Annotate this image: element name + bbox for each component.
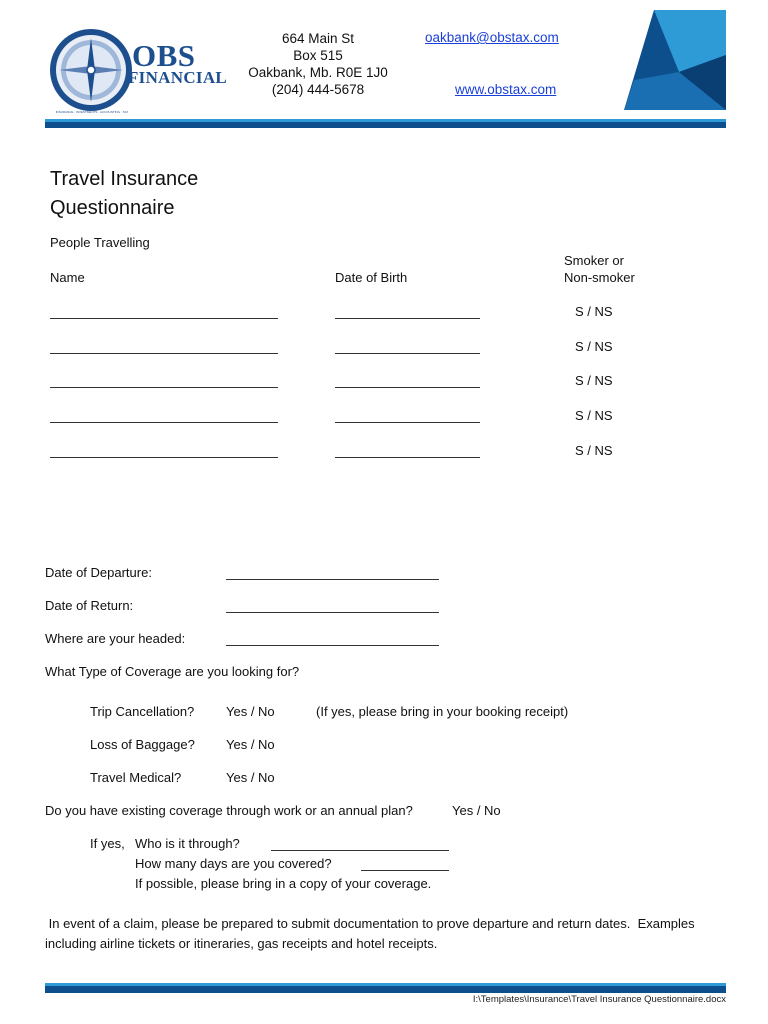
company-address	[248, 30, 388, 98]
compass-logo-icon	[48, 24, 138, 116]
logo-financial: FINANCIAL	[128, 68, 228, 87]
address-phone: (204) 444-5678	[271, 82, 365, 97]
dob-blank[interactable]	[335, 376, 480, 388]
name-blank[interactable]	[50, 307, 278, 319]
name-blank[interactable]	[50, 411, 278, 423]
bring-copy-note: If possible, please bring in a copy of your coverage.	[135, 876, 432, 891]
coverage-answer[interactable]: Yes / No	[226, 737, 275, 752]
coverage-provider-blank[interactable]	[271, 839, 449, 851]
address-line-1: 664 Main St	[281, 31, 355, 46]
address-line-2: Box 515	[293, 48, 343, 63]
header-divider	[45, 116, 726, 126]
coverage-label: Loss of Baggage?	[90, 737, 195, 752]
email-link[interactable]: oakbank@obstax.com	[425, 30, 559, 45]
dob-blank[interactable]	[335, 307, 480, 319]
smoker-choice[interactable]: S / NS	[575, 408, 613, 423]
existing-coverage-question: Do you have existing coverage through work or an annual plan?	[45, 803, 413, 818]
days-covered-label: How many days are you covered?	[135, 856, 332, 871]
column-header-dob: Date of Birth	[335, 270, 408, 285]
coverage-question: What Type of Coverage are you looking for?	[45, 664, 300, 679]
name-blank[interactable]	[50, 342, 278, 354]
return-label: Date of Return:	[45, 598, 134, 613]
file-path: I:\Templates\Insurance\Travel Insurance Questionnaire.docx	[472, 994, 726, 1005]
smoker-choice[interactable]: S / NS	[575, 373, 613, 388]
smoker-choice[interactable]: S / NS	[575, 443, 613, 458]
smoker-choice[interactable]: S / NS	[575, 339, 613, 354]
dob-blank[interactable]	[335, 342, 480, 354]
logo-ring-text: INSURANCE · INVESTMENTS · ACCOUNTING · TAX	[55, 110, 129, 114]
dob-blank[interactable]	[335, 411, 480, 423]
departure-label: Date of Departure:	[45, 565, 152, 580]
section-label: People Travelling	[50, 235, 150, 250]
footer-divider	[45, 982, 726, 994]
days-covered-blank[interactable]	[361, 859, 449, 871]
company-logo	[48, 24, 248, 116]
departure-blank[interactable]	[226, 568, 439, 580]
column-header-name: Name	[50, 270, 85, 285]
form-title-line-2: Questionnaire	[50, 197, 175, 219]
corner-graphic-icon	[624, 10, 726, 110]
coverage-note: (If yes, please bring in your booking receipt)	[316, 704, 569, 719]
existing-coverage-answer[interactable]: Yes / No	[452, 803, 501, 818]
claim-note-line-2: including airline tickets or itineraries, gas receipts and hotel receipts.	[45, 936, 438, 951]
column-header-smoker-2: Non-smoker	[564, 270, 635, 285]
coverage-answer[interactable]: Yes / No	[226, 704, 275, 719]
return-blank[interactable]	[226, 601, 439, 613]
name-blank[interactable]	[50, 446, 278, 458]
website-link[interactable]: www.obstax.com	[455, 82, 557, 97]
coverage-answer[interactable]: Yes / No	[226, 770, 275, 785]
claim-note-line-1: In event of a claim, please be prepared to submit documentation to prove departure and return dates. Examples	[45, 916, 695, 931]
destination-label: Where are your headed:	[45, 631, 186, 646]
coverage-label: Travel Medical?	[90, 770, 182, 785]
coverage-label: Trip Cancellation?	[90, 704, 195, 719]
destination-blank[interactable]	[226, 634, 439, 646]
if-yes-label: If yes,	[90, 836, 125, 851]
column-header-smoker-1: Smoker or	[564, 253, 624, 268]
logo-obs: OBS	[132, 38, 196, 73]
form-title-line-1: Travel Insurance	[50, 168, 199, 190]
dob-blank[interactable]	[335, 446, 480, 458]
name-blank[interactable]	[50, 376, 278, 388]
smoker-choice[interactable]: S / NS	[575, 304, 613, 319]
coverage-provider-label: Who is it through?	[135, 836, 240, 851]
address-line-3: Oakbank, Mb. R0E 1J0	[248, 65, 388, 80]
